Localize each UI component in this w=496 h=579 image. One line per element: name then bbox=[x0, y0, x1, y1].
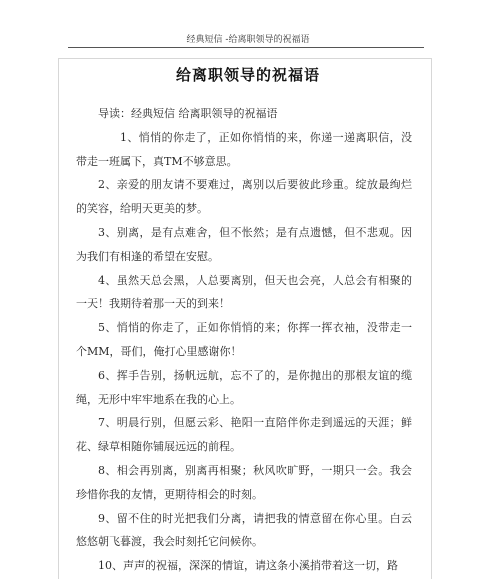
paragraph: 5、悄悄的你走了，正如你悄悄的来；你挥一挥衣袖，没带走一个MM，哥们，俺打心里感谢你！ bbox=[76, 321, 412, 358]
intro-line: 导读：经典短信 给离职领导的祝福语 bbox=[98, 107, 278, 120]
paragraph: 2、亲爱的朋友请不要难过，离别以后要彼此珍重。绽放最绚烂的笑容，给明天更美的梦。 bbox=[76, 178, 412, 216]
paragraph: 9、留不住的时光把我们分离，请把我的情意留在你心里。白云悠悠朝飞暮渡，我会时刻托它问候你。 bbox=[76, 511, 412, 549]
paragraph: 7、明晨行别，但愿云彩、艳阳一直陪伴你走到遥远的天涯；鲜花、绿草相随你铺展远远的前程。 bbox=[76, 416, 412, 454]
document-title: 给离职领导的祝福语 bbox=[175, 66, 320, 84]
paragraph: 1、悄悄的你走了，正如你悄悄的来，你递一递离职信，没带走一班属下，真TM不够意思。 bbox=[76, 130, 412, 168]
document-body bbox=[76, 102, 412, 578]
header-rule bbox=[68, 47, 424, 48]
paragraph: 3、别离，是有点难舍，但不怅然；是有点遗憾，但不悲观。因为我们有相逢的希望在安慰。 bbox=[76, 225, 412, 263]
running-header: 经典短信 -给离职领导的祝福语 bbox=[186, 35, 310, 45]
paragraph: 4、虽然天总会黑，人总要离别，但天也会亮，人总会有相聚的一天！我期待着那一天的到来！ bbox=[76, 273, 412, 311]
paragraph: 6、挥手告别，扬帆远航，忘不了的，是你抛出的那根友谊的缆绳，无形中牢牢地系在我的心上。 bbox=[76, 368, 412, 406]
paragraph: 8、相会再别离，别离再相聚；秋风吹旷野，一期只一会。我会珍惜你我的友情，更期待相会的时刻。 bbox=[76, 463, 412, 501]
paragraph: 10、声声的祝福，深深的情谊，请这条小溪捎带着这一切，路 bbox=[98, 559, 398, 573]
